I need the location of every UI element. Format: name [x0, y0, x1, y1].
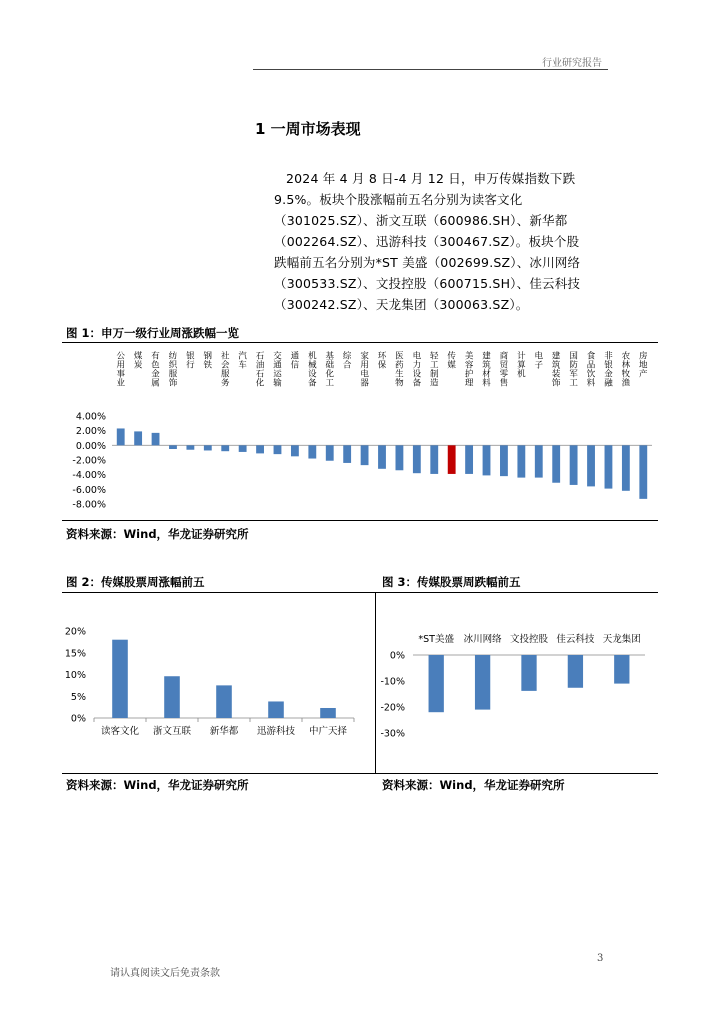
bar-计算机	[517, 445, 525, 477]
category-label: 煤炭	[133, 351, 143, 371]
category-label: 房地产	[639, 351, 648, 380]
bar-机械设备	[308, 445, 316, 458]
bar-新华都	[216, 685, 232, 718]
y-tick-label: 20%	[64, 626, 86, 638]
category-label: 农林牧渔	[621, 351, 631, 389]
bar-综合	[343, 445, 351, 463]
category-label: 公用事业	[116, 351, 125, 389]
bar-公用事业	[117, 428, 125, 445]
fig3-source: 资料来源：Wind，华龙证券研究所	[382, 778, 565, 792]
bar-国防军工	[570, 445, 578, 485]
y-tick-label: 4.00%	[75, 411, 106, 423]
y-tick-label: -20%	[380, 702, 405, 714]
page-number: 3	[597, 953, 604, 964]
fig23-bottom-rule	[62, 773, 658, 774]
bar-农林牧渔	[622, 445, 630, 490]
bar-美容护理	[465, 445, 473, 474]
bar-通信	[291, 445, 299, 456]
category-label: 食品饮料	[586, 351, 596, 389]
y-tick-label: -4.00%	[72, 470, 106, 482]
bar-钢铁	[204, 445, 212, 450]
category-label: 家用电器	[360, 351, 369, 389]
category-label: 有色金属	[151, 351, 160, 389]
category-label: 电子	[534, 351, 544, 371]
category-label: 通信	[290, 351, 300, 371]
category-label: 国防军工	[569, 351, 578, 389]
category-label: 石油石化	[255, 351, 265, 389]
bar-迅游科技	[268, 701, 284, 718]
category-label: 非银金融	[604, 351, 613, 389]
y-tick-label: 0.00%	[75, 440, 106, 452]
category-label: 新华都	[209, 726, 239, 737]
header-divider	[253, 69, 608, 70]
bar-基础化工	[326, 445, 334, 460]
category-label: 佳云科技	[556, 634, 595, 645]
fig3-title: 图 3：传媒股票周跌幅前五	[382, 575, 521, 589]
bar-煤炭	[134, 431, 142, 445]
para-line: （301025.SZ）、浙文互联（600986.SH）、新华都	[274, 213, 568, 228]
category-label: 天龙集团	[602, 634, 641, 645]
category-label: 传媒	[447, 351, 456, 371]
summary-paragraph	[274, 168, 604, 315]
category-label: 汽车	[238, 351, 247, 371]
bar-非银金融	[605, 445, 613, 488]
y-tick-label: 2.00%	[75, 426, 106, 438]
bar-建筑装饰	[552, 445, 560, 482]
bar-汽车	[239, 445, 247, 452]
fig1-top-rule	[62, 342, 658, 343]
bar-中广天择	[320, 708, 336, 718]
category-label: 商贸零售	[499, 351, 509, 389]
fig1-source: 资料来源：Wind，华龙证券研究所	[66, 527, 249, 541]
y-tick-label: 15%	[64, 648, 86, 660]
category-label: 读客文化	[100, 726, 140, 737]
y-tick-label: -30%	[380, 728, 405, 740]
para-line: 2024 年 4 月 8 日-4 月 12 日，申万传媒指数下跌	[286, 171, 576, 186]
fig1-title: 图 1：申万一级行业周涨跌幅一览	[66, 326, 240, 340]
y-tick-label: -8.00%	[72, 499, 106, 511]
bar-冰川网络	[475, 655, 490, 710]
section-title: 1 一周市场表现	[255, 120, 361, 138]
category-label: 浙文互联	[152, 726, 192, 737]
y-tick-label: 0%	[70, 713, 86, 725]
bar-社会服务	[221, 445, 229, 451]
header-title: 行业研究报告	[542, 58, 602, 69]
bar-*ST美盛	[429, 655, 444, 712]
bar-建筑材料	[483, 445, 491, 475]
bar-电子	[535, 445, 543, 477]
para-line: （002264.SZ）、迅游科技（300467.SZ）。板块个股	[274, 234, 580, 249]
bar-石油石化	[256, 445, 264, 453]
category-label: 纺织服饰	[168, 351, 178, 389]
bar-环保	[378, 445, 386, 468]
bar-交通运输	[274, 445, 282, 454]
fig23-top-rule	[62, 592, 658, 593]
y-tick-label: 10%	[64, 670, 86, 681]
bar-有色金属	[152, 433, 160, 445]
category-label: 轻工制造	[430, 351, 439, 389]
category-label: 美容护理	[464, 351, 474, 389]
bar-房地产	[639, 445, 647, 499]
bar-传媒	[448, 445, 456, 474]
category-label: 社会服务	[220, 351, 230, 389]
bar-天龙集团	[614, 655, 629, 684]
para-line: （300533.SZ）、文投控股（600715.SH）、佳云科技	[274, 276, 581, 291]
fig1-bottom-rule	[62, 520, 658, 521]
fig2-chart	[62, 594, 374, 772]
para-line: 9.5%。板块个股涨幅前五名分别为读客文化	[274, 192, 523, 207]
category-label: 银行	[186, 351, 195, 371]
category-label: 基础化工	[325, 351, 334, 389]
y-tick-label: 0%	[389, 650, 405, 662]
category-label: 电力设备	[412, 351, 422, 389]
category-label: 计算机	[517, 351, 526, 380]
bar-佳云科技	[568, 655, 583, 688]
category-label: 迅游科技	[256, 726, 296, 737]
y-tick-label: -6.00%	[72, 484, 106, 496]
category-label: 交通运输	[273, 351, 282, 389]
para-line: 跌幅前五名分别为*ST 美盛（002699.SZ）、冰川网络	[274, 255, 581, 270]
fig23-divider	[375, 592, 376, 773]
bar-商贸零售	[500, 445, 508, 476]
bar-纺织服饰	[169, 445, 177, 449]
category-label: 文投控股	[509, 634, 549, 645]
bar-读客文化	[112, 640, 128, 718]
fig1-chart	[62, 344, 658, 520]
category-label: 建筑材料	[482, 351, 491, 389]
category-label: 钢铁	[203, 351, 213, 371]
fig2-title: 图 2：传媒股票周涨幅前五	[66, 575, 205, 589]
category-label: 机械设备	[308, 351, 317, 389]
footer-disclaimer: 请认真阅读文后免责条款	[110, 968, 220, 979]
para-line: （300242.SZ）、天龙集团（300063.SZ）。	[274, 297, 529, 312]
bar-电力设备	[413, 445, 421, 473]
bar-银行	[186, 445, 194, 449]
bar-食品饮料	[587, 445, 595, 486]
bar-家用电器	[361, 445, 369, 465]
category-label: 医药生物	[395, 351, 404, 389]
fig3-chart	[377, 594, 658, 772]
y-tick-label: -2.00%	[72, 455, 106, 467]
category-label: 中广天择	[308, 726, 348, 737]
bar-轻工制造	[430, 445, 438, 474]
fig2-source: 资料来源：Wind，华龙证券研究所	[66, 778, 249, 792]
category-label: 综合	[342, 351, 352, 371]
y-tick-label: 5%	[70, 691, 86, 703]
category-label: 冰川网络	[463, 634, 502, 645]
category-label: 建筑装饰	[551, 351, 561, 389]
bar-浙文互联	[164, 676, 180, 718]
category-label: 环保	[377, 351, 387, 371]
category-label: *ST美盛	[418, 634, 454, 645]
bar-文投控股	[521, 655, 536, 691]
bar-医药生物	[396, 445, 404, 470]
y-tick-label: -10%	[380, 676, 405, 688]
